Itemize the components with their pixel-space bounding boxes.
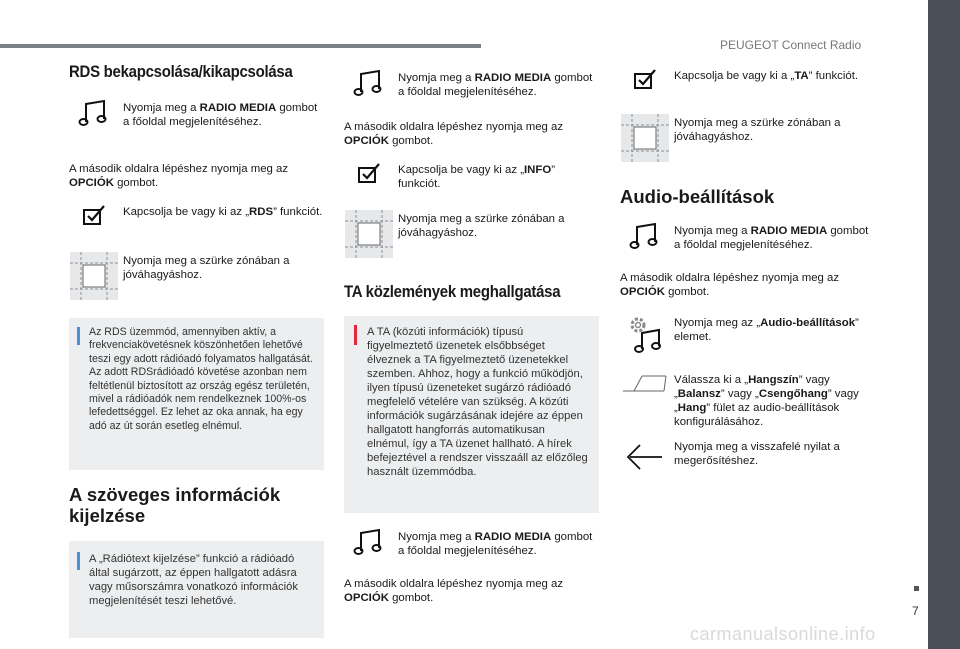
options-paragraph (620, 271, 875, 299)
grey-zone-icon (620, 114, 670, 164)
step-text: ” funkciót. (273, 206, 323, 218)
step-text: Nyomja meg a szürke zónában a jóváhagyáshoz. (674, 117, 841, 143)
para-text: A második oldalra lépéshez nyomja meg az (344, 121, 564, 133)
ta-title: TA közlemények meghallgatása (344, 282, 561, 301)
tab-bar-icon (620, 371, 670, 421)
step-text: Nyomja meg a szürke zónában a jóváhagyáshoz. (398, 213, 565, 239)
ta-warning-box (344, 316, 599, 513)
step-text: ” funkciót. (398, 164, 556, 190)
right-sidebar (928, 0, 960, 649)
radiotext-note-text: A „Rádiótext kijelzése” funkció a rádióadó által sugárzott, az éppen hallgatott adásra vagy műsorszámra vonatkozó információk megjelenítését teszi lehetővé. (89, 553, 298, 607)
info-label: INFO (524, 164, 552, 176)
column-1 (69, 62, 324, 638)
para-text: gombot. (388, 135, 434, 147)
step-radio-media (620, 221, 875, 271)
top-rule (0, 44, 481, 48)
watermark: carmanualsonline.info (690, 624, 876, 644)
grey-zone-icon (69, 252, 119, 302)
step-text: ” vagy „ (674, 374, 830, 400)
step-toggle-rds (69, 202, 324, 252)
step-text: Kapcsolja be vagy ki az „ (398, 164, 524, 176)
warning-bar (354, 325, 357, 345)
para-text: A második oldalra lépéshez nyomja meg az (69, 163, 289, 175)
header-title: PEUGEOT Connect Radio (720, 38, 862, 52)
options-label: OPCIÓK (69, 177, 114, 189)
options-paragraph (344, 577, 599, 605)
radiotext-note-box (69, 541, 324, 638)
continue-mark (914, 586, 919, 591)
rds-note-text: Az RDS üzemmód, amennyiben aktív, a frekvenciakövetésnek köszönhetően lehetővé teszi egy adott rádióadó folyamatos hallgatását. Az adott RDSrádióadó követése azonban nem feltétlenül biztosított az ország egész területén, mivel a rádióadók nem rendelkeznek 100%-os lefedettséggel. Ez lehet az oka annak, ha egy adó az út során esetleg elnémul. (89, 326, 313, 432)
text-info-title: A szöveges információk kijelzése (69, 484, 281, 526)
rds-label: RDS (249, 206, 274, 218)
step-text: gombot a főoldal megjelenítéséhez. (674, 225, 869, 251)
checkbox-icon (620, 66, 670, 116)
csengohang-label: Csengőhang (758, 388, 828, 400)
radio-media-label: RADIO MEDIA (750, 225, 828, 237)
para-text: A második oldalra lépéshez nyomja meg az (344, 578, 564, 590)
step-text: ” vagy „ (674, 388, 859, 414)
ta-label: TA (794, 70, 809, 82)
balansz-label: Balansz (677, 388, 721, 400)
gear-music-icon (620, 313, 670, 363)
step-text: Nyomja meg a (123, 102, 200, 114)
step-text: ” elemet. (674, 317, 859, 343)
column-2 (344, 68, 599, 605)
back-arrow-icon (620, 437, 670, 487)
checkbox-icon (69, 202, 119, 252)
step-radio-media (69, 98, 324, 148)
step-text: gombot a főoldal megjelenítéséhez. (398, 72, 593, 98)
music-note-icon (344, 527, 394, 577)
page-number: 7 (912, 604, 919, 618)
step-confirm (620, 114, 875, 164)
para-text: A második oldalra lépéshez nyomja meg az (620, 272, 840, 284)
music-note-icon (620, 221, 670, 271)
radio-media-label: RADIO MEDIA (474, 531, 552, 543)
options-label: OPCIÓK (344, 135, 389, 147)
step-text: Nyomja meg a szürke zónában a jóváhagyáshoz. (123, 255, 290, 281)
step-text: ” vagy „ (720, 388, 759, 400)
note-bar (77, 327, 80, 345)
step-audio-settings (620, 313, 875, 363)
para-text: gombot. (113, 177, 159, 189)
checkbox-icon (344, 160, 394, 210)
step-select-tab (620, 371, 875, 429)
music-note-icon (69, 98, 119, 148)
column-3 (620, 66, 875, 487)
step-text: Nyomja meg az „ (674, 317, 761, 329)
step-text: Nyomja meg a (674, 225, 751, 237)
step-text: ” fület az audio-beállítások konfigurálásához. (674, 402, 840, 428)
step-confirm (344, 210, 599, 260)
step-text: gombot a főoldal megjelenítéséhez. (398, 531, 593, 557)
options-label: OPCIÓK (620, 286, 665, 298)
options-label: OPCIÓK (344, 592, 389, 604)
radio-media-label: RADIO MEDIA (199, 102, 277, 114)
step-text: ” funkciót. (808, 70, 859, 82)
music-note-icon (344, 68, 394, 118)
rds-title: RDS bekapcsolása/kikapcsolása (69, 62, 293, 81)
note-bar (77, 552, 80, 570)
hang-label: Hang (677, 402, 707, 414)
hangszin-label: Hangszín (748, 374, 799, 386)
para-text: gombot. (388, 592, 434, 604)
step-toggle-ta (620, 66, 875, 116)
step-text: Kapcsolja be vagy ki az „ (123, 206, 249, 218)
step-toggle-info (344, 160, 599, 210)
step-text: Válassza ki a „ (674, 374, 749, 386)
step-text: gombot a főoldal megjelenítéséhez. (123, 102, 318, 128)
step-confirm (69, 252, 324, 302)
step-text: Kapcsolja be vagy ki a „ (674, 70, 795, 82)
audio-settings-title: Audio-beállítások (620, 186, 775, 207)
step-back-arrow (620, 437, 875, 487)
grey-zone-icon (344, 210, 394, 260)
para-text: gombot. (664, 286, 710, 298)
step-radio-media (344, 527, 599, 577)
step-text: Nyomja meg a visszafelé nyilat a megerősítéshez. (674, 441, 840, 467)
options-paragraph (69, 162, 324, 190)
rds-note-box (69, 318, 324, 470)
options-paragraph (344, 120, 599, 148)
step-text: Nyomja meg a (398, 72, 475, 84)
step-text: Nyomja meg a (398, 531, 475, 543)
ta-warning-text: A TA (közúti információk) típusú figyelmeztető üzenetek elsőbbséget élveznek a TA figyelmeztető üzenetekkel szemben. Ahhoz, hogy a funkció működjön, ilyen típusú üzeneteket sugárzó rádióadó megfelelő vételére van szükség. A közúti információk sugárzásának idejére az éppen hallgatott hangforrás automatikusan elnémul, így a TA üzenet hallható. A hírek befejeztével a rendszer visszaáll az előzőleg használt üzemmódba. (367, 326, 588, 478)
audio-settings-label: Audio-beállítások (760, 317, 856, 329)
step-radio-media (344, 68, 599, 118)
radio-media-label: RADIO MEDIA (474, 72, 552, 84)
